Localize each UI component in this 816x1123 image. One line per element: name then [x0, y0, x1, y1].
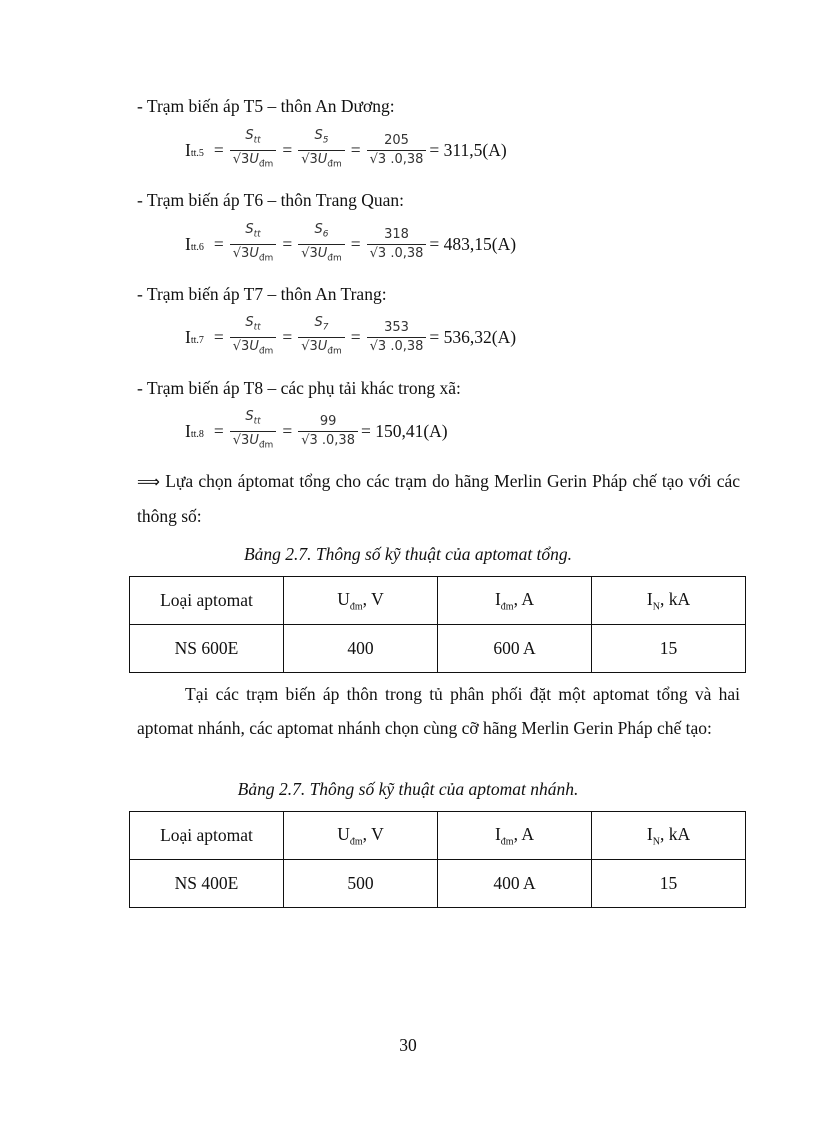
t6-equals-2: =	[282, 233, 293, 254]
table1-cell: 15	[592, 625, 746, 673]
t7-frac1-den-symbol: U	[249, 338, 259, 354]
t8-formula	[185, 409, 448, 453]
conclusion-text: Lựa chọn áptomat tổng cho các trạm do hãng Merlin Gerin Pháp chế tạo với các thông số:	[137, 471, 741, 526]
t7-frac1-den	[230, 338, 277, 361]
table2-cell: 500	[284, 860, 438, 908]
table2-header-sub: đm	[349, 836, 363, 848]
t5-frac1-den-sub: đm	[258, 159, 274, 170]
table2-header-tail: , V	[362, 823, 384, 844]
t8-equals-2: =	[282, 420, 293, 441]
t6-result: = 483,15(A)	[429, 233, 517, 254]
t8-fraction-1	[230, 408, 277, 454]
t5-frac2-den	[298, 151, 345, 174]
t5-frac1-num-symbol: S	[245, 127, 254, 143]
t7-frac1-num-sub: tt	[253, 322, 261, 333]
t7-lhs-subscript: tt.7	[190, 334, 204, 346]
t6-frac2-den-sub: đm	[327, 253, 342, 264]
table2-header-cell	[592, 812, 746, 860]
t6-frac1-den	[230, 245, 277, 268]
t5-frac1-num-sub: tt	[253, 135, 261, 146]
table2-header-main: I	[494, 823, 501, 844]
t6-equals-3: =	[350, 233, 361, 254]
t7-frac2-num-symbol: S	[314, 314, 323, 330]
t7-frac2-den-sub: đm	[327, 346, 342, 357]
t5-frac1-den	[230, 151, 277, 174]
t5-frac2-num-symbol: S	[314, 127, 323, 143]
t7-equals-2: =	[282, 326, 293, 347]
table1-header-sub: đm	[500, 601, 514, 613]
t6-frac1-num-symbol: S	[245, 221, 254, 237]
t7-frac3-den: √3 .0,38	[369, 338, 424, 354]
t5-equals-2: =	[282, 139, 293, 160]
table1-header-cell	[130, 577, 284, 625]
table2-cell: 15	[592, 860, 746, 908]
t7-frac1-num	[242, 314, 263, 337]
table1-header-tail: , A	[513, 588, 535, 609]
table2-header-tail: , A	[513, 823, 535, 844]
t5-frac1-den-symbol: U	[249, 151, 259, 167]
page-number: 30	[399, 1035, 417, 1055]
t6-frac1-den-root: √3	[232, 245, 250, 261]
table1-cell: NS 600E	[130, 625, 284, 673]
t6-frac2-den	[298, 245, 345, 268]
t6-fraction-1	[230, 221, 277, 267]
t7-fraction-3	[367, 319, 427, 356]
t7-frac1-den-sub: đm	[258, 346, 274, 357]
table2-header-cell	[130, 812, 284, 860]
table1-header-main: Loại aptomat	[160, 590, 253, 610]
t5-frac1-den-root: √3	[232, 151, 250, 167]
t5-lhs-subscript: tt.5	[190, 147, 204, 159]
t7-frac2-den	[298, 338, 345, 361]
t6-frac2-num-sub: 6	[322, 229, 329, 240]
t6-frac2-den-symbol: U	[317, 245, 328, 261]
t5-fraction-2	[298, 127, 345, 173]
t5-frac3-den: √3 .0,38	[369, 151, 424, 167]
t6-frac1-num-sub: tt	[253, 229, 261, 240]
t8-lhs	[185, 421, 204, 442]
body-paragraph: Tại các trạm biến áp thôn trong tủ phân phối đặt một aptomat tổng và hai aptomat nhánh, các aptomat nhánh chọn cùng cỡ hãng Merlin Gerin Pháp chế tạo:	[137, 684, 740, 738]
t7-equals-3: =	[350, 326, 361, 347]
t8-result: = 150,41(A)	[360, 420, 448, 441]
t5-heading: - Trạm biến áp T5 – thôn An Dương:	[137, 96, 395, 116]
table-row	[130, 625, 746, 673]
t6-fraction-3	[367, 226, 427, 263]
t6-equals: =	[213, 233, 224, 254]
table2-cell: NS 400E	[130, 860, 284, 908]
t8-frac1-den-symbol: U	[249, 432, 259, 448]
t8-heading: - Trạm biến áp T8 – các phụ tải khác trong xã:	[137, 378, 461, 398]
t6-frac2-num	[311, 221, 331, 244]
t5-lhs-symbol: I	[185, 139, 191, 160]
t7-fraction-2	[298, 314, 345, 360]
t8-lhs-subscript: tt.8	[190, 428, 204, 440]
t5-frac2-den-symbol: U	[317, 151, 328, 167]
t7-formula	[185, 315, 516, 359]
table2-header-main: Loại aptomat	[160, 825, 253, 845]
t5-result: = 311,5(A)	[429, 139, 507, 160]
t6-frac1-num	[242, 221, 263, 244]
table2-header-row	[130, 812, 746, 860]
table1	[129, 576, 746, 673]
t8-lhs-symbol: I	[185, 420, 191, 441]
table1-caption: Bảng 2.7. Thông số kỹ thuật của aptomat tổng.	[243, 544, 573, 564]
t7-lhs-symbol: I	[185, 326, 191, 347]
t6-frac2-den-root: √3	[301, 245, 318, 261]
t7-lhs	[185, 327, 204, 348]
t5-frac1-num	[242, 127, 263, 150]
t8-frac1-den	[230, 432, 277, 455]
t5-value: 205	[384, 132, 409, 148]
t6-value: 318	[384, 226, 409, 242]
table1-header-tail: , kA	[659, 588, 691, 609]
table1-header-sub: N	[652, 601, 660, 613]
table1-cell: 600 A	[438, 625, 592, 673]
implies-arrow-icon: ⟹	[137, 472, 160, 491]
t7-frac2-num-sub: 7	[322, 322, 329, 333]
t7-frac2-den-root: √3	[301, 338, 318, 354]
table2-header-main: I	[646, 823, 653, 844]
table2-header-tail: , kA	[659, 823, 691, 844]
table1-header-sub: đm	[349, 601, 363, 613]
table1-header-cell	[438, 577, 592, 625]
t5-lhs	[185, 140, 204, 161]
t6-formula	[185, 222, 516, 266]
table1-header-tail: , V	[362, 588, 384, 609]
t6-frac1-den-sub: đm	[258, 253, 274, 264]
t5-frac2-den-root: √3	[301, 151, 318, 167]
conclusion-paragraph	[137, 464, 740, 533]
t6-lhs-symbol: I	[185, 233, 191, 254]
table1-header-main: U	[337, 588, 350, 609]
table2-header-main: U	[337, 823, 350, 844]
t8-equals: =	[213, 420, 224, 441]
t7-value: 353	[384, 319, 409, 335]
t6-fraction-2	[298, 221, 345, 267]
t8-frac1-den-sub: đm	[258, 440, 274, 451]
table2-header-cell	[438, 812, 592, 860]
t8-value: 99	[319, 413, 337, 429]
table2-caption: Bảng 2.7. Thông số kỹ thuật của aptomat nhánh.	[237, 779, 579, 799]
t8-frac2-den: √3 .0,38	[301, 432, 355, 448]
t7-equals: =	[213, 326, 224, 347]
t8-frac1-num-sub: tt	[253, 416, 261, 427]
t8-frac1-den-root: √3	[232, 432, 250, 448]
t8-frac1-num	[242, 408, 263, 431]
t8-fraction-2	[298, 413, 358, 450]
t6-lhs	[185, 234, 204, 255]
t7-heading: - Trạm biến áp T7 – thôn An Trang:	[137, 284, 387, 304]
t6-frac1-den-symbol: U	[249, 245, 259, 261]
table1-header-main: I	[646, 588, 653, 609]
t5-frac2-num-sub: 5	[322, 135, 329, 146]
t7-frac1-den-root: √3	[232, 338, 250, 354]
table2-header-sub: N	[652, 836, 660, 848]
t6-frac3-den: √3 .0,38	[369, 245, 424, 261]
t7-frac2-den-symbol: U	[317, 338, 328, 354]
t8-frac1-num-symbol: S	[245, 408, 254, 424]
t5-fraction-3	[367, 132, 427, 169]
t7-frac1-num-symbol: S	[245, 314, 254, 330]
t6-heading: - Trạm biến áp T6 – thôn Trang Quan:	[137, 190, 405, 210]
table2-cell: 400 A	[438, 860, 592, 908]
t5-frac2-num	[311, 127, 331, 150]
t7-result: = 536,32(A)	[429, 326, 517, 347]
table1-header-main: I	[494, 588, 501, 609]
table1-header-row	[130, 577, 746, 625]
table1-header-cell	[284, 577, 438, 625]
table2-header-sub: đm	[500, 836, 514, 848]
t5-equals-3: =	[350, 139, 361, 160]
t7-frac2-num	[311, 314, 331, 337]
table1-header-cell	[592, 577, 746, 625]
t5-equals: =	[213, 139, 224, 160]
t6-frac2-num-symbol: S	[314, 221, 323, 237]
t6-lhs-subscript: tt.6	[190, 241, 204, 253]
table2-header-cell	[284, 812, 438, 860]
t5-frac2-den-sub: đm	[327, 159, 342, 170]
t5-fraction-1	[230, 127, 277, 173]
t7-fraction-1	[230, 314, 277, 360]
t5-formula	[185, 128, 507, 172]
table-row	[130, 860, 746, 908]
table1-cell: 400	[284, 625, 438, 673]
table2	[129, 811, 746, 908]
